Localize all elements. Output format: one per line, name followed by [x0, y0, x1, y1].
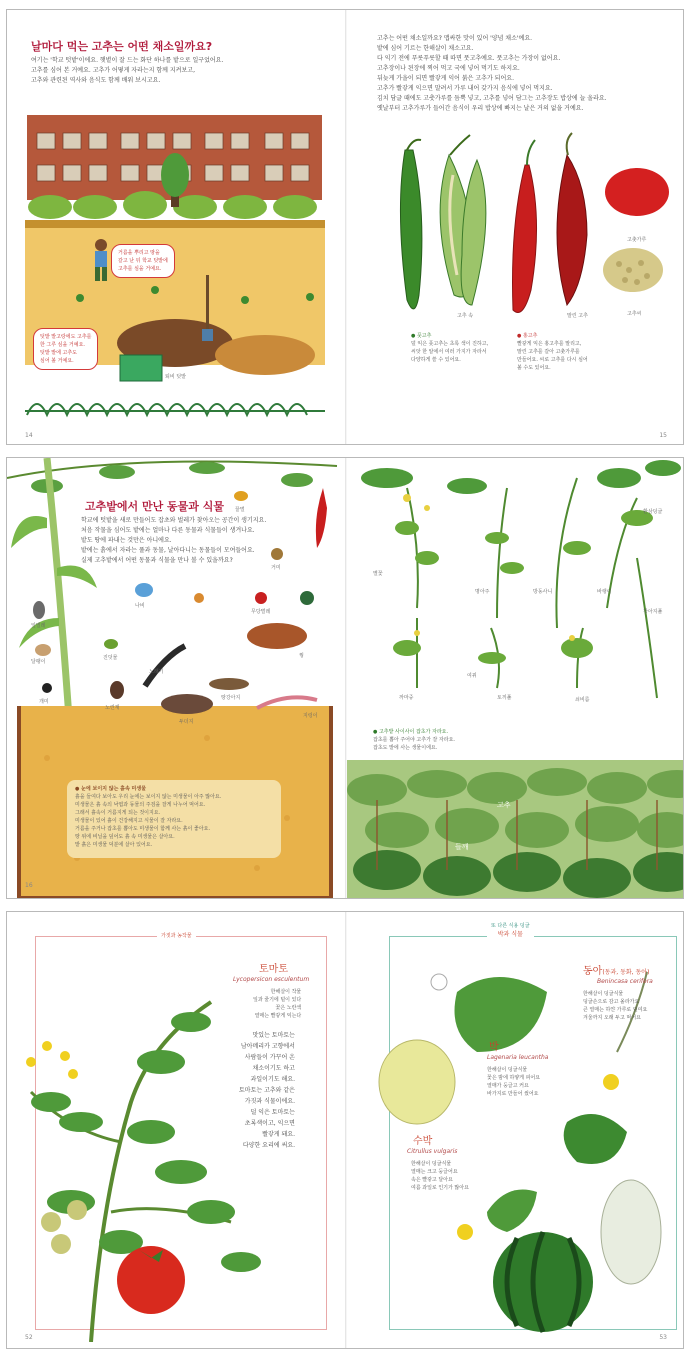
- subak-info: [411, 1160, 469, 1192]
- text-line: 빨갛게 익은 홍고추를 말리고,: [517, 341, 582, 347]
- text-line: 고추와 관련된 역사와 음식도 함께 배워 보시고요.: [31, 77, 161, 84]
- animal-label: 두더지: [179, 719, 194, 725]
- label-powder: 고춧가루: [627, 237, 647, 243]
- plant-label: 강아지풀: [643, 609, 663, 615]
- animal-label: 진딧물: [103, 655, 118, 661]
- text-line: 열매는 빨갛게 익는다: [254, 1013, 302, 1019]
- weed-caption: [373, 728, 455, 752]
- text-line: 갈고 난 뒤 학교 텃밭에: [118, 258, 168, 264]
- text-line: 뒤늦게 가을이 되면 빨갛게 익어 붉은 고추가 되어요.: [377, 75, 514, 82]
- text-line: 말린 고추를 갈아 고춧가루를: [517, 349, 580, 355]
- speech-bubble-2: [33, 328, 98, 370]
- plant-name-donga: [583, 962, 649, 977]
- text-line: ● 고추밭 사이사이 잡초가 자라요.: [373, 729, 449, 735]
- text-line: 고추를 심어 본 거예요. 고추가 어떻게 자라는지 함께 지켜보고,: [31, 67, 195, 74]
- page-14: [7, 10, 345, 444]
- page-title: 고추밭에서 만난 동물과 식물: [85, 500, 224, 513]
- text-line: 실제 고추밭에서 어떤 동물과 식물을 만나 볼 수 있을까요?: [81, 557, 233, 564]
- animal-label: 노린재: [105, 705, 120, 711]
- text-line: 다양한 요리에 써요.: [242, 1142, 295, 1149]
- spread-pages-14-15: [6, 9, 684, 445]
- soil-box-body: [75, 793, 273, 849]
- plant-label: 토끼풀: [497, 695, 512, 701]
- label-red-pepper: 말린 고추: [567, 313, 588, 319]
- spread-pages-52-53: [6, 911, 684, 1349]
- plant-name-bak: 박: [489, 1042, 499, 1053]
- text-line: 고추장이나 된장에 찍어 먹고 국에 넣어 먹기도 하지요.: [377, 65, 520, 72]
- label-pepper-cut: 고추 속: [457, 313, 474, 319]
- animal-label: 노래기: [149, 669, 164, 675]
- text-line: 속은 빨갛고 달아요: [411, 1177, 453, 1183]
- text-line: 밭 흙은 미생물 덕분에 살아 있어요.: [75, 842, 153, 848]
- plant-label: 여뀌: [467, 673, 477, 679]
- text-line: ● 홍고추: [517, 333, 538, 339]
- plant-name-subak: 수박: [413, 1136, 433, 1147]
- text-line: 한해살이 덩굴식물: [487, 1067, 528, 1073]
- text-line: 꽃은 밤에 하얗게 피어요: [487, 1075, 541, 1081]
- text-line: 잎과 줄기에 털이 있다: [253, 997, 302, 1003]
- text-line: 밭에 심어 기르는 한해살이 채소고요.: [377, 45, 474, 52]
- weeds-illustration: [347, 458, 684, 718]
- animal-label: 거미: [271, 565, 281, 571]
- animal-label: 나비: [135, 603, 145, 609]
- text-line: 큰 열매는 하얀 가루로 덮여요: [583, 1007, 648, 1013]
- text-line: 바가지로 만들어 썼어요: [487, 1091, 539, 1097]
- label-seeds: 고추씨: [627, 311, 642, 317]
- text-line: 사람들이 가꾸어 온: [244, 1054, 295, 1061]
- page-number: 52: [25, 1334, 33, 1341]
- text-line: 한해살이 덩굴식물: [583, 991, 624, 997]
- page-52: [7, 912, 345, 1348]
- text-line: 텃밭 밭에 고추도: [40, 350, 77, 356]
- text-line: 덩굴손으로 감고 올라가요: [583, 999, 640, 1005]
- plant-name: 토마토: [259, 964, 288, 975]
- text-line: 미생물이 있어 흙이 건강해지고 식물이 잘 자라요.: [75, 818, 183, 824]
- field-label-pepper: 고추: [497, 801, 511, 809]
- page-53: [347, 912, 684, 1348]
- text-line: 다양하게 쓸 수 있어요.: [411, 357, 461, 363]
- text-line: 열매가 둥글고 커요: [487, 1083, 529, 1089]
- text-line: 김치 담글 때에도 고춧가루를 듬뿍 넣고, 고추를 넣어 담그는 고추장도 밥상에 늘 올라요.: [377, 95, 607, 102]
- text-line: 한 그루 심을 거예요.: [40, 342, 85, 348]
- animal-label: 잎벌레: [31, 623, 46, 629]
- text-line: 밭에는 흙에서 자라는 풀과 동물, 날아다니는 동물들이 모여들어요.: [81, 547, 255, 554]
- text-line: 흙을 들여다 보아도 우리 눈에는 보이지 않는 미생물이 아주 많아요.: [75, 794, 222, 800]
- text-line: 잡초를 뽑아 주어야 고추가 잘 자라요.: [373, 737, 455, 743]
- text-line: 땅 위에 비닐을 덮어도 흙 속 미생물은 살아요.: [75, 834, 175, 840]
- text-line: 고추가 빨갛게 익으면 말려서 가루 내어 갖가지 음식에 넣어 먹지요.: [377, 85, 553, 92]
- text-line: 한해살이 작물: [270, 989, 302, 995]
- plant-label: 환삼덩굴: [643, 509, 663, 515]
- text-line: 과일이기도 해요.: [250, 1076, 295, 1083]
- text-line: 거름을 주거나 잡초를 뽑아도 미생물이 함께 사는 흙이 좋아요.: [75, 826, 211, 832]
- page-number: 16: [25, 882, 33, 889]
- pepper-illustration: [357, 130, 677, 330]
- soil-box-title: ● 눈에 보이지 않는 흙속 미생물: [75, 786, 147, 792]
- text-line: ● 풋고추: [411, 333, 432, 339]
- spread-pages-16-17: [6, 457, 684, 899]
- plant-label: 방동사니: [533, 589, 553, 595]
- text-line: 또 다른 식용 덩굴: [491, 923, 530, 929]
- donga-info: [583, 990, 647, 1022]
- page-17: [347, 458, 684, 898]
- text-line: 그래서 흙속이 거름지게 되는 것이지요.: [75, 810, 161, 816]
- text-line: 옛날부터 고추가루가 들어간 음식이 우리 밥상에 빠지는 날은 거의 없을 거예요.: [377, 105, 584, 112]
- text-line: 학교에 텃밭을 새로 만들어도 잡초와 벌레가 찾아오는 공간이 생기지요.: [81, 517, 267, 524]
- text-line: 박과 식물: [497, 931, 523, 938]
- page-title: 날마다 먹는 고추는 어떤 채소일까요?: [31, 40, 213, 53]
- text-line: 씨앗 한 알에서 여러 가지가 자라서: [411, 349, 487, 355]
- caption-red-pepper: [517, 332, 588, 372]
- animal-label: 땅강아지: [221, 695, 241, 701]
- plant-label: 명아주: [475, 589, 490, 595]
- tomato-plant-illustration: [11, 982, 271, 1342]
- page-number: 14: [25, 432, 33, 439]
- text-line: 밭도 땅에 파내는 것만은 아니에요.: [81, 537, 172, 544]
- plant-alias: (동과, 동화, 동아): [602, 969, 650, 976]
- latin-name: Lycopersicon esculentum: [233, 976, 310, 983]
- text-line: 채소이기도 하고: [252, 1065, 295, 1072]
- text-line: 가짓과 식물이에요.: [244, 1098, 295, 1105]
- text-line: 꽃은 노란색: [275, 1005, 302, 1011]
- animal-label: 달팽이: [31, 659, 46, 665]
- caption-green-pepper: [411, 332, 488, 364]
- latin-name: Benincasa cerifera: [597, 978, 653, 985]
- text-line: 고추를 심을 거예요.: [118, 266, 162, 272]
- plant-label: 바랭이: [597, 589, 612, 595]
- text-line: 여기는 '학교 텃밭'이에요. 햇볕이 잘 드는 화단 하나를 밭으로 일구었어요.: [31, 57, 224, 64]
- text-line: 빨갛게 돼요.: [262, 1131, 295, 1138]
- plant-label: 쇠비름: [575, 697, 590, 703]
- text-line: 초록색이고, 익으면: [244, 1120, 295, 1127]
- text-line: 여름 과일로 인기가 많아요: [411, 1185, 469, 1191]
- text-line: 겨울까지 오래 두고 먹어요: [583, 1015, 641, 1021]
- soil-microbe-box: [67, 780, 281, 858]
- page-number: 15: [659, 432, 667, 439]
- animal-label: 개미: [39, 699, 49, 705]
- compost-label: 퇴비 텃밭: [165, 374, 186, 380]
- text-line: 처음 작물을 심어도 밭에는 얼마나 다른 동물과 식물들이 생겨나요.: [81, 527, 255, 534]
- text-line: 토마토는 고추와 같은: [239, 1087, 295, 1094]
- intro-text: [31, 56, 223, 86]
- text-line: 잡초도 밭에 사는 생물이에요.: [373, 745, 438, 751]
- field-label-perilla: 들깨: [455, 843, 469, 851]
- latin-name: Lagenaria leucantha: [487, 1054, 549, 1061]
- text-line: 맛있는 토마토는: [252, 1032, 295, 1039]
- text-line: 미생물은 흙 속의 낙엽과 동물의 주검을 잘게 나누어 먹어요.: [75, 802, 206, 808]
- text-line: 만들어요. 씨로 고추를 다시 심어: [517, 357, 588, 363]
- pepper-field-illustration: [347, 760, 684, 898]
- animal-label: 꿩: [299, 653, 304, 659]
- page-16: [7, 458, 345, 898]
- text-line: 다 익기 전에 푸릇푸릇할 때 따면 풋고추예요. 풋고추는 가장이 없어요.: [377, 55, 561, 62]
- plant-name: 동아: [583, 966, 603, 977]
- page-15: [347, 10, 684, 444]
- text-line: 남아메리카 고향에서: [240, 1043, 295, 1050]
- plant-label: 까마중: [399, 695, 414, 701]
- text-line: 고추는 어떤 채소일까요? 맵싸한 맛이 있어 '양념 채소'예요.: [377, 35, 533, 42]
- animal-label: 지렁이: [303, 713, 318, 719]
- text-line: 열매는 크고 둥글어요: [411, 1169, 458, 1175]
- plant-description: [239, 1030, 295, 1151]
- bak-info: [487, 1066, 540, 1098]
- plant-info: [253, 988, 301, 1020]
- plant-label: 별꽃: [373, 571, 383, 577]
- text-line: 볼 수도 있어요.: [517, 365, 551, 371]
- animal-label: 무당벌레: [251, 609, 271, 615]
- latin-name: Citrullus vulgaris: [407, 1148, 458, 1155]
- text-line: 한해살이 덩굴식물: [411, 1161, 452, 1167]
- text-line: 덜 익은 토마토는: [250, 1109, 295, 1116]
- text-line: 텃밭 밭고랑에도 고추를: [40, 334, 92, 340]
- intro-text: [81, 516, 266, 566]
- page-number: 53: [659, 1334, 667, 1341]
- speech-bubble-1: [111, 244, 175, 278]
- category-tag: 가짓과 농작물: [157, 932, 196, 939]
- text-line: 심어 볼 거예요.: [40, 358, 74, 364]
- body-text: [377, 34, 607, 114]
- animal-label: 꿀벌: [235, 507, 245, 513]
- text-line: 거름을 뿌리고 땅을: [118, 250, 160, 256]
- text-line: 덜 익은 풋고추는 초록 색이 진하고,: [411, 341, 489, 347]
